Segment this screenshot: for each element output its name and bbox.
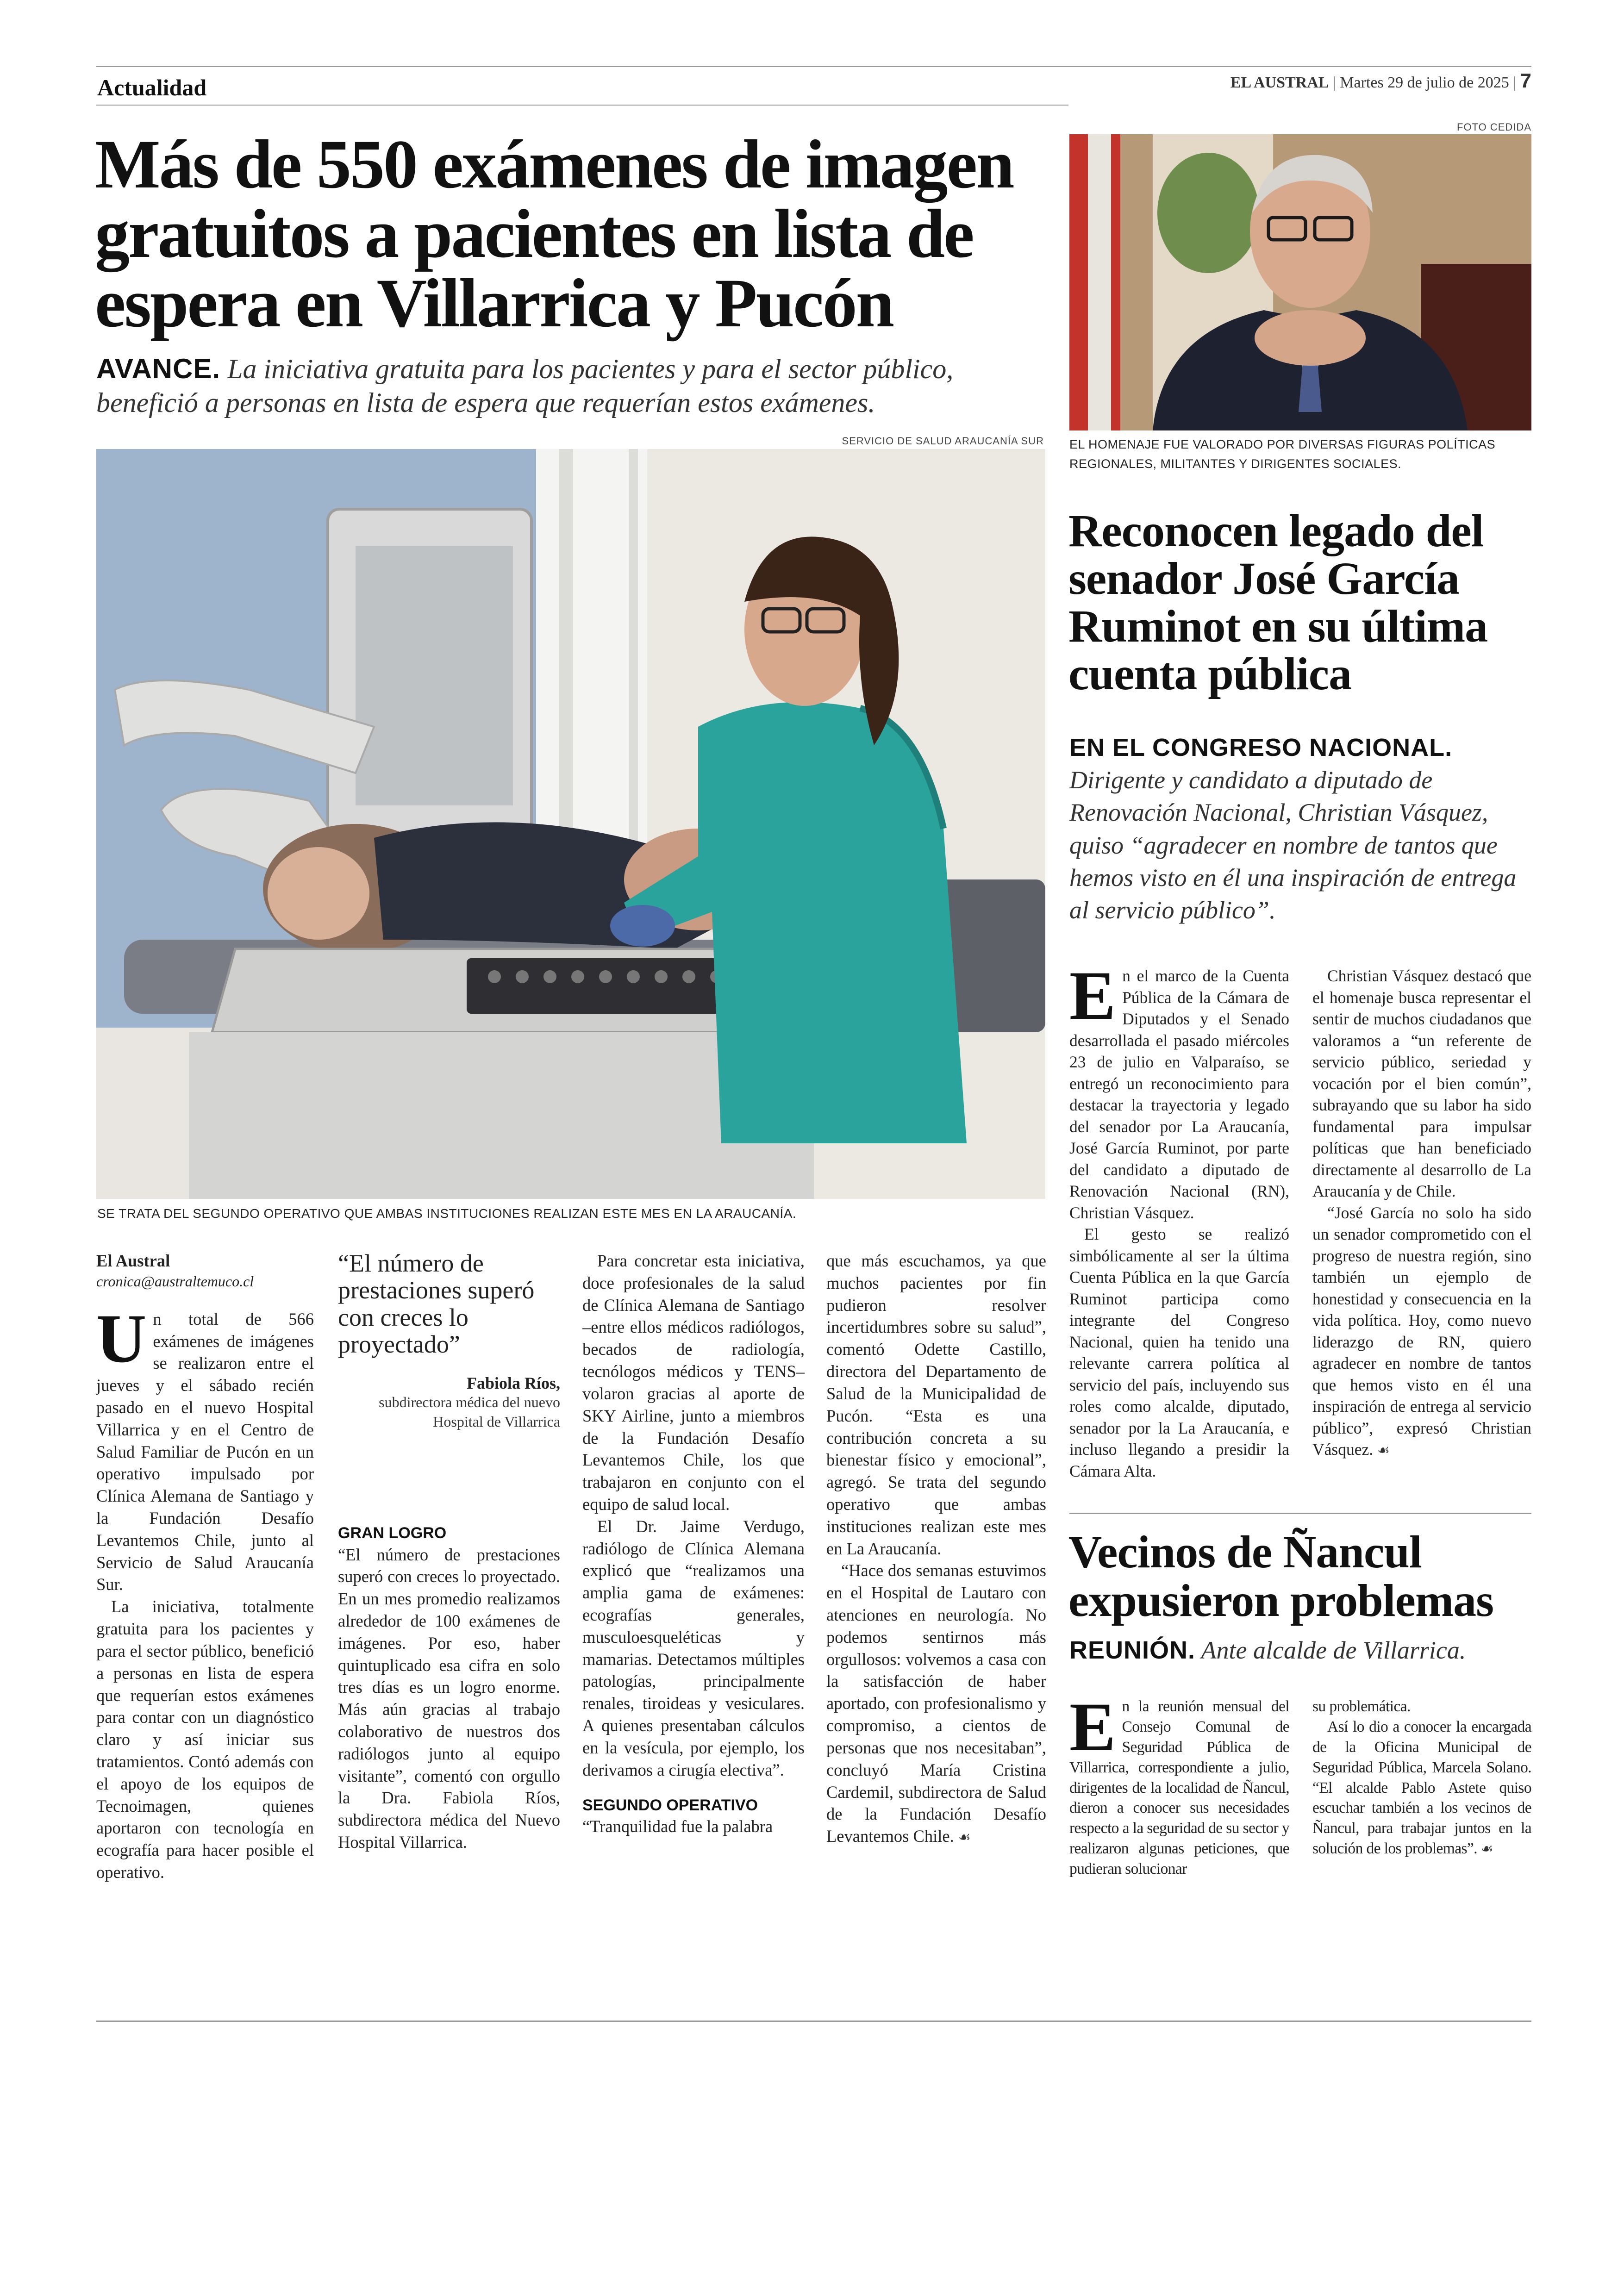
main-dropcap: U (96, 1300, 147, 1377)
header-top-rule (96, 66, 1531, 67)
pull-quote-role: subdirectora médica del nuevo Hospital de Villarrica (379, 1394, 560, 1430)
footer-rule (96, 2021, 1531, 2022)
main-photo (96, 449, 1045, 1199)
side-1-col-1 (1069, 957, 1289, 1482)
page-number: 7 (1520, 69, 1531, 92)
main-article-paragraph: que más escuchamos, ya que muchos pacientes por fin pudieron resolver incertidumbres sobre su salud”, comentó Odette Castillo, directora del Departamento de Salud de la Municipalidad de Pucón. “Esta es una contribución concreta a su bienestar físico y emocional”, agregó. Se trata del segundo operativo que ambas instituciones realizan este mes en La Araucanía. (826, 1251, 1046, 1558)
main-article-col-2 (338, 1523, 560, 1853)
side-2-paragraph: En la reunión mensual del Consejo Comunal de Seguridad Pública de Villarrica, correspondiente a julio, dirigentes de la localidad de Ñancul, dieron a conocer sus necesidades respecto a la seguridad de su sector y realizaron algunas peticiones, que pudieran solucionar (1069, 1689, 1289, 1877)
subhead-gran-logro: GRAN LOGRO (338, 1524, 447, 1542)
side-1-paragraph: En el marco de la Cuenta Pública de la Cámara de Diputados y el Senado desarrollada el pasado miércoles 23 de julio en Valparaíso, se entregó un reconocimiento para destacar la trayectoria y legado del senador por La Araucanía, José García Ruminot, por parte del candidato a diputado de Renovación Nacional (RN), Christian Vásquez. (1069, 957, 1289, 1222)
byline: El Austral (96, 1251, 170, 1270)
side-photo-caption: EL HOMENAJE FUE VALORADO POR DIVERSAS FIGURAS POLÍTICAS REGIONALES, MILITANTES Y DIRIGENTES SOCIALES. (1069, 437, 1496, 471)
issue-date: Martes 29 de julio de 2025 (1340, 74, 1509, 91)
masthead: EL AUSTRAL | Martes 29 de julio de 2025 | 7 (1230, 69, 1531, 92)
main-article-paragraph: “El número de prestaciones superó con creces lo proyectado. En un mes promedio realizamos alrededor de 100 exámenes de imágenes. Por eso, haber quintuplicado esa cifra en solo tres días es un logro enorme. Más aún gracias al trabajo colaborativo de nuestros dos radiólogos junto al equipo visitante”, comentó con orgullo la Dra. Fabiola Ríos, subdirectora médica del Nuevo Hospital Villarrica. (338, 1545, 560, 1852)
main-photo-caption: SE TRATA DEL SEGUNDO OPERATIVO QUE AMBAS INSTITUCIONES REALIZAN ESTE MES EN LA ARAUCANÍA. (97, 1206, 797, 1221)
byline-email: cronica@australtemuco.cl (96, 1272, 254, 1290)
side-1-dropcap: E (1069, 957, 1116, 1034)
subhead-segundo-operativo: SEGUNDO OPERATIVO (582, 1796, 758, 1814)
main-headline: Más de 550 exámenes de imagen gratuitos a pacientes en lista de espera en Villarrica y Pucón (95, 126, 1013, 342)
main-lede: AVANCE. La iniciativa gratuita para los pacientes y para el sector público, benefició a personas en lista de espera que requerían estos exámenes. (96, 353, 954, 418)
main-article-paragraph: El Dr. Jaime Verdugo, radiólogo de Clínica Alemana explicó que “realizamos una amplia gama de exámenes: ecografías generales, musculoesqueléticas y mamarias. Detectamos múltiples patologías, principalmente renales, tiroideas y vesiculares. A quienes presentaban cálculos en la vesícula, por ejemplo, los derivamos a cirugía electiva”. (582, 1516, 805, 1779)
main-article-paragraph: “Hace dos semanas estuvimos en el Hospital de Lautaro con atenciones en neurología. No podemos sentirnos más orgullosos: volvemos a casa con la satisfacción de haber aportado, con profesionalismo y compromiso, a cientos de personas que nos necesitaban”, concluyó María Cristina Cardemil, subdirectora de Salud de la Fundación Desafío Levantemos Chile. ☙ (826, 1561, 1046, 1846)
header-bottom-rule (96, 105, 1068, 106)
side-1-paragraph: “José García no solo ha sido un senador comprometido con el progreso de nuestra región, sino también un ejemplo de honestidad y consecuencia en la vida política. Hoy, como nuevo liderazgo de RN, quiero agradecer en nombre de tantos que hemos visto en él una inspiración de entrega al servicio público”, expresó Christian Vásquez. ☙ (1312, 1203, 1531, 1459)
side-2-col-2 (1312, 1696, 1531, 1859)
ultrasound-scene-image (96, 449, 1045, 1199)
side-2-paragraph: Así lo dio a conocer la encargada de la Oficina Municipal de Seguridad Pública, Marcela Solano. “El alcalde Pablo Astete quiso escuchar también a los vecinos de Ñancul, para trabajar juntos en la solución de los problemas”. ☙ (1312, 1718, 1531, 1858)
side-headline-2: Vecinos de Ñancul expusieron problemas (1068, 1526, 1494, 1626)
section-label: Actualidad (97, 75, 207, 100)
side-lede-1: EN EL CONGRESO NACIONAL. Dirigente y candidato a diputado de Renovación Nacional, Christian Vásquez, quiso “agradecer en nombre de tantos que hemos visto en él una inspiración de entrega al servicio público”. (1069, 734, 1517, 924)
side-2-dropcap: E (1069, 1689, 1116, 1765)
side-2-col-1 (1069, 1689, 1289, 1879)
side-lede-2: REUNIÓN. Ante alcalde de Villarrica. (1069, 1636, 1466, 1664)
main-article-col-1 (96, 1250, 314, 1883)
senator-portrait-image (1069, 134, 1531, 430)
side-1-col-2 (1312, 965, 1531, 1460)
newspaper-name: EL AUSTRAL (1230, 74, 1329, 91)
side-1-paragraph: Christian Vásquez destacó que el homenaje busca representar el sentir de muchos ciudadanos que valoramos a “un referente de servicio público, seriedad y vocación por el bien común”, subrayando que su labor ha sido fundamental para impulsar políticas que han beneficiado directamente al desarrollo de La Araucanía y de Chile. (1312, 967, 1531, 1200)
pull-quote: “El número de prestaciones superó con creces lo proyectado” (338, 1249, 535, 1358)
side-photo-credit: FOTO CEDIDA (1457, 121, 1531, 133)
main-article-paragraph: Para concretar esta iniciativa, doce profesionales de la salud de Clínica Alemana de Santiago –entre ellos médicos radiólogos, becados de radiología, tecnólogos médicos y TENS– volaron gracias al aporte de SKY Airline, junto a miembros de la Fundación Desafío Levantemos Chile, los que trabajaron en conjunto con el equipo de salud local. (582, 1251, 805, 1514)
end-mark-icon: ☙ (1480, 1841, 1493, 1858)
side-photo (1069, 134, 1531, 430)
side-headline-1: Reconocen legado del senador José García Ruminot en su última cuenta pública (1068, 505, 1488, 699)
main-article-paragraph: Un total de 566 exámenes de imágenes se realizaron entre el jueves y el sábado recién pasado en el nuevo Hospital Villarrica y en el Centro de Salud Familiar de Pucón en un operativo impulsado por Clínica Alemana de Santiago y la Fundación Desafío Levantemos Chile, junto al Servicio de Salud Araucanía Sur. (96, 1300, 314, 1594)
pull-quote-name: Fabiola Ríos, (466, 1374, 560, 1393)
side-1-paragraph: El gesto se realizó simbólicamente al ser la última Cuenta Pública en la que García Ruminot participa como integrante del Congreso Nacional, quien ha tenido una relevante carrera política al servicio del país, incluyendo sus roles como alcalde, diputado, senador por la La Araucanía, e incluso llegando a presidir la Cámara Alta. (1069, 1225, 1289, 1480)
side-divider (1069, 1513, 1531, 1514)
end-mark-icon: ☙ (1377, 1442, 1390, 1459)
main-article-paragraph: La iniciativa, totalmente gratuita para los pacientes y para el sector público, benefició a personas en lista de espera que requerían estos exámenes para contar con un diagnóstico claro y así iniciar sus tratamientos. Contó además con el apoyo de los equipos de Tecnoimagen, quienes aportaron con tecnología en ecografía para hacer posible el operativo. (96, 1597, 314, 1882)
side-2-paragraph: su problemática. (1312, 1698, 1411, 1715)
main-article-paragraph: “Tranquilidad fue la palabra (582, 1817, 773, 1836)
main-photo-credit: SERVICIO DE SALUD ARAUCANÍA SUR (842, 435, 1044, 447)
main-article-col-3 (582, 1250, 805, 1838)
end-mark-icon: ☙ (958, 1829, 971, 1846)
main-article-col-4 (826, 1250, 1046, 1847)
pull-quote-block (338, 1250, 560, 1431)
